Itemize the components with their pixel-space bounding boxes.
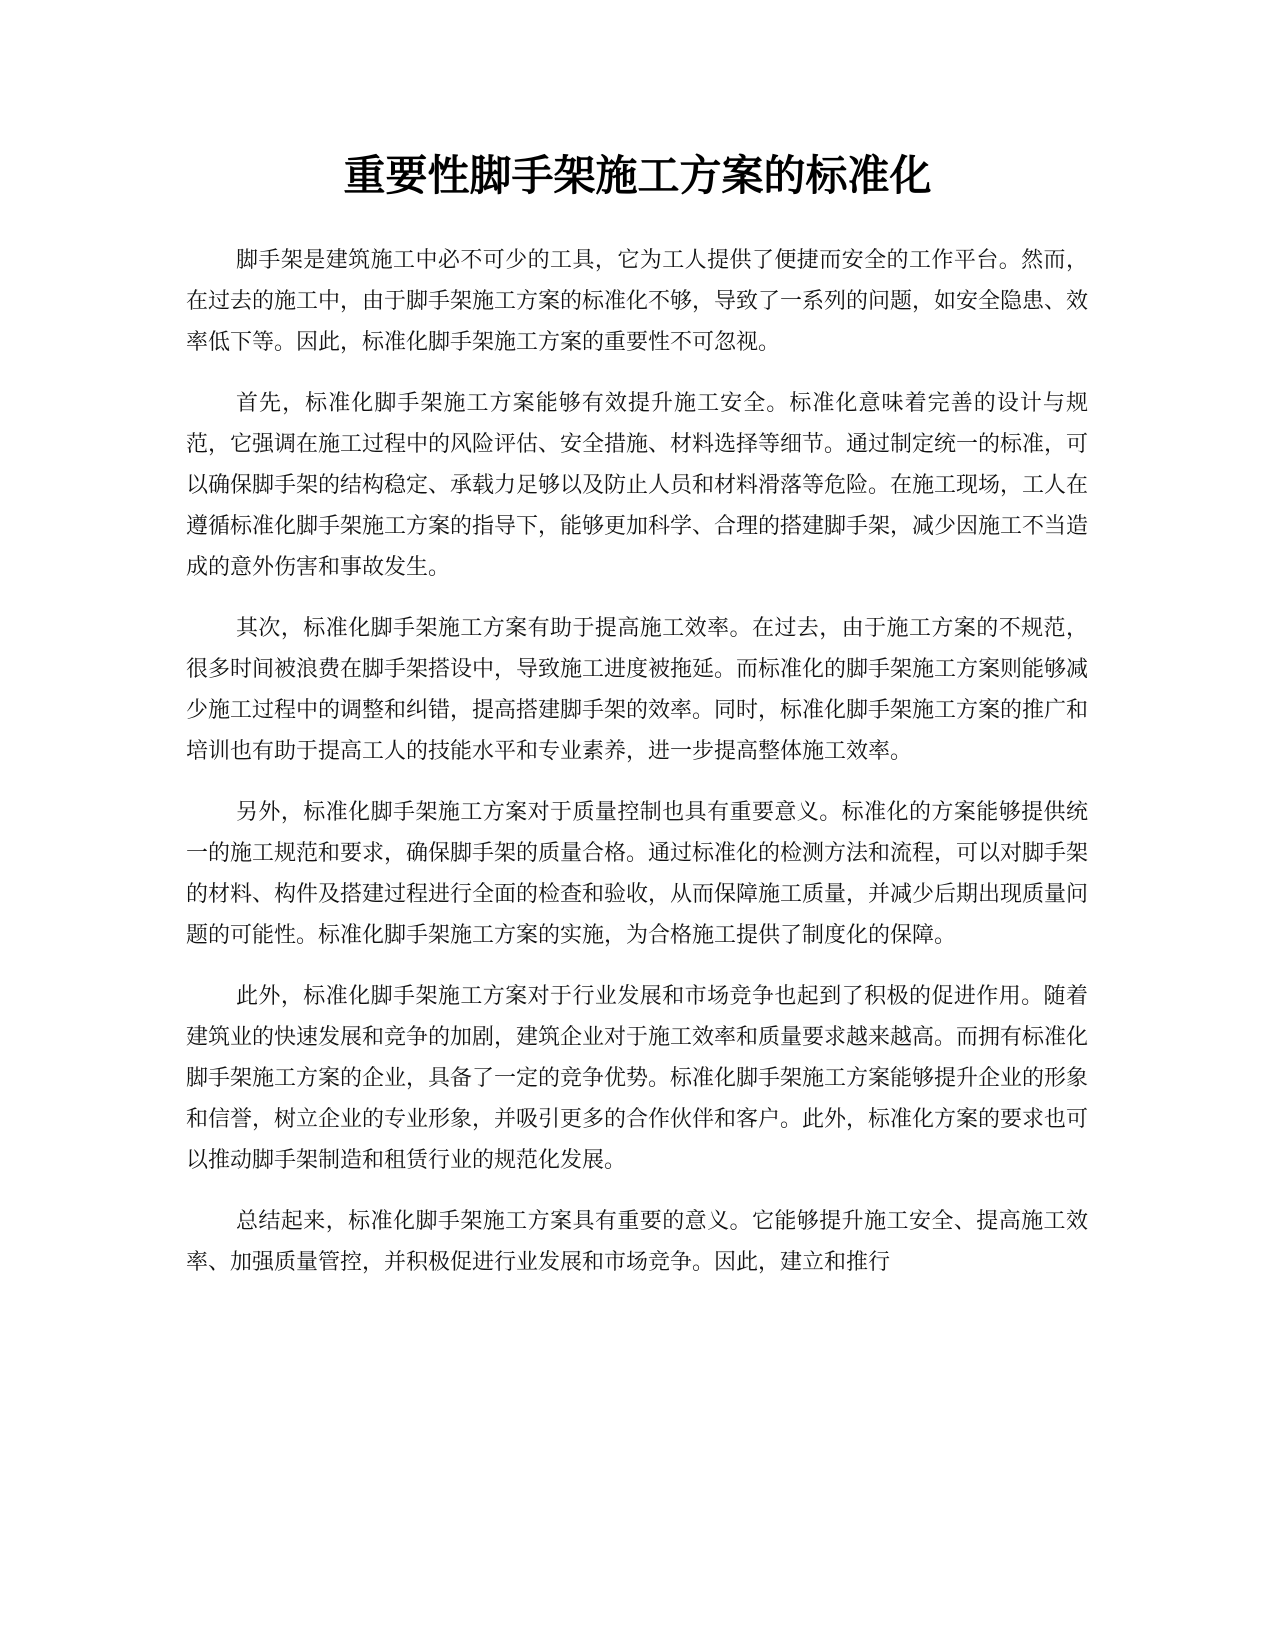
paragraph-intro: 脚手架是建筑施工中必不可少的工具，它为工人提供了便捷而安全的工作平台。然而，在过去的施工中，由于脚手架施工方案的标准化不够，导致了一系列的问题，如安全隐患、效率低下等。因此，标准化脚手架施工方案的重要性不可忽视。 [186,248,1089,355]
paragraph-quality: 另外，标准化脚手架施工方案对于质量控制也具有重要意义。标准化的方案能够提供统一的施工规范和要求，确保脚手架的质量合格。通过标准化的检测方法和流程，可以对脚手架的材料、构件及搭建过程进行全面的检查和验收，从而保障施工质量，并减少后期出现质量问题的可能性。标准化脚手架施工方案的实施，为合格施工提供了制度化的保障。 [186,800,1089,948]
document-title: 重要性脚手架施工方案的标准化 [343,151,932,200]
paragraph-safety: 首先，标准化脚手架施工方案能够有效提升施工安全。标准化意味着完善的设计与规范，它强调在施工过程中的风险评估、安全措施、材料选择等细节。通过制定统一的标准，可以确保脚手架的结构稳定、承载力足够以及防止人员和材料滑落等危险。在施工现场，工人在遵循标准化脚手架施工方案的指导下，能够更加科学、合理的搭建脚手架，减少因施工不当造成的意外伤害和事故发生。 [186,391,1089,580]
document-body [186,240,1088,1303]
paragraph-efficiency: 其次，标准化脚手架施工方案有助于提高施工效率。在过去，由于施工方案的不规范，很多时间被浪费在脚手架搭设中，导致施工进度被拖延。而标准化的脚手架施工方案则能够减少施工过程中的调整和纠错，提高搭建脚手架的效率。同时，标准化脚手架施工方案的推广和培训也有助于提高工人的技能水平和专业素养，进一步提高整体施工效率。 [186,616,1089,764]
paragraph-summary: 总结起来，标准化脚手架施工方案具有重要的意义。它能够提升施工安全、提高施工效率、加强质量管控，并积极促进行业发展和市场竞争。因此，建立和推行 [186,1209,1088,1275]
paragraph-industry: 此外，标准化脚手架施工方案对于行业发展和市场竞争也起到了积极的促进作用。随着建筑业的快速发展和竞争的加剧，建筑企业对于施工效率和质量要求越来越高。而拥有标准化脚手架施工方案的企业，具备了一定的竞争优势。标准化脚手架施工方案能够提升企业的形象和信誉，树立企业的专业形象，并吸引更多的合作伙伴和客户。此外，标准化方案的要求也可以推动脚手架制造和租赁行业的规范化发展。 [186,984,1089,1173]
